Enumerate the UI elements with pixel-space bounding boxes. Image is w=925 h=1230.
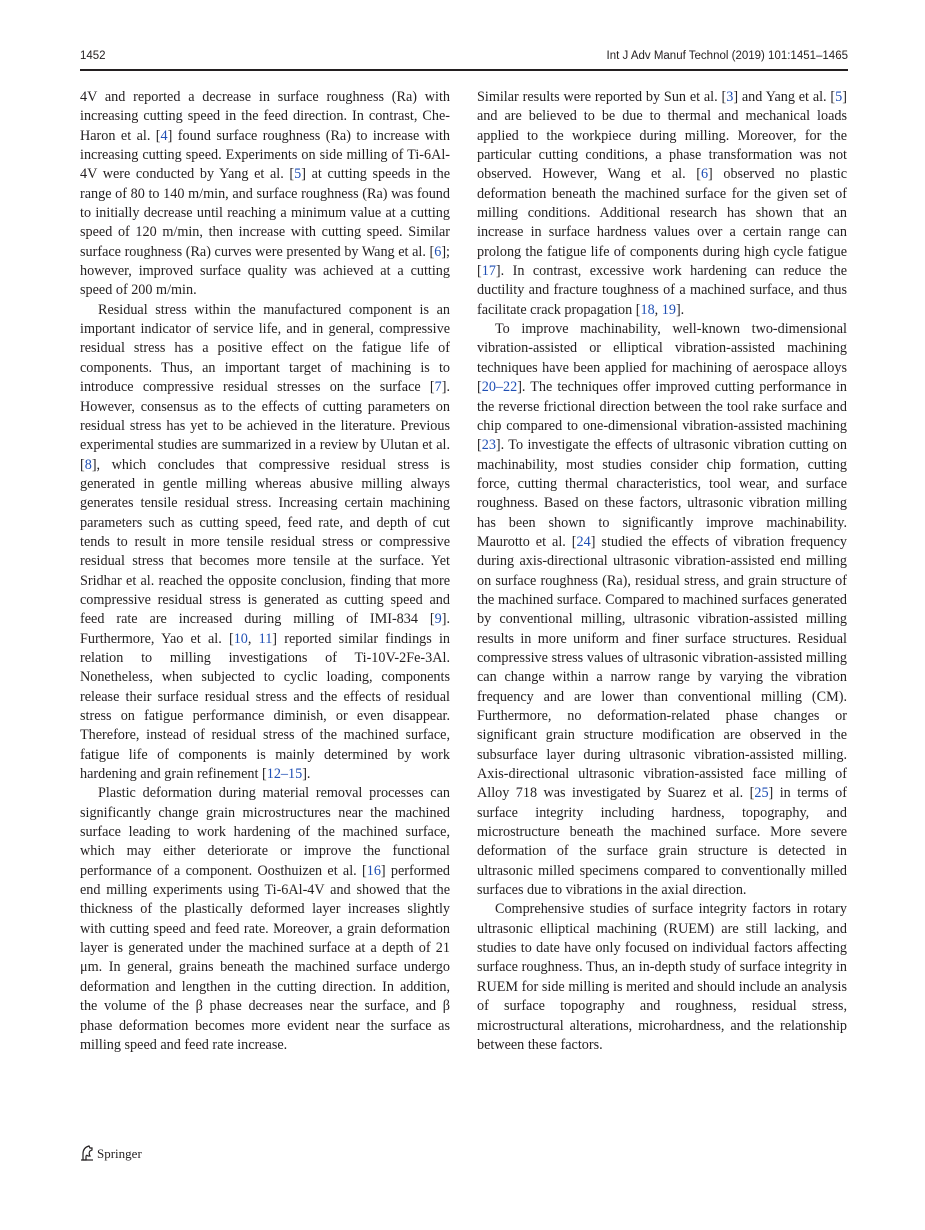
paragraph-text: ] observed no plastic deformation beneath the machined surface for the given set of milling conditions. Additional research has shown that an increase in surface hardness values over a certain range can prolong the fatigue life of components during high cycle fatigue [ (477, 166, 847, 280)
paragraph (477, 900, 847, 1055)
paragraph-text: ] studied the effects of vibration frequency during axis-directional ultrasonic vibration-assisted end milling on surface roughness (Ra), residual stress, and grain structure of the machined surface. Compared to machined surfaces generated by conventional milling, ultrasonic vibration-assisted milling results in more uniform and finer surface structures. Residual compressive stress values of ultrasonic vibration-assisted milling can change within a narrow range by varying the vibration frequency and are lower than conventional milling (CM). Furthermore, no deformation-related phase changes or significant grain structure modification are observed in the subsurface layer during ultrasonic vibration-assisted milling. Axis-directional ultrasonic vibration-assisted face milling of Alloy 718 was investigated by Suarez et al. [ (477, 533, 847, 802)
paragraph-text: , (247, 630, 259, 647)
citation-link[interactable]: 17 (481, 263, 496, 280)
footer (80, 1145, 142, 1163)
paragraph-text: Comprehensive studies of surface integrity factors in rotary ultrasonic elliptical machining (RUEM) are still lacking, and studies to date have only focused on individual factors affecting surface roughness. Thus, an in-depth study of surface integrity in RUEM for side milling is merited and should include an analysis of surface topography and roughness, residual stress, microstructural alterations, microhardness, and the relationship between these factors. (477, 901, 847, 1053)
paragraph-text: ]. Furthermore, Yao et al. [ (80, 611, 450, 647)
citation-link[interactable]: 19 (661, 301, 676, 318)
citation-link[interactable]: 10 (233, 630, 248, 647)
paragraph-text: Similar results were reported by Sun et al. [ (477, 89, 727, 105)
running-header (80, 50, 848, 66)
paragraph-text: ] found surface roughness (Ra) to increase with increasing cutting speed. Experiments on side milling of Ti-6Al-4V were conducted by Yang et al. [ (80, 127, 450, 183)
citation-link[interactable]: 11 (258, 630, 273, 647)
citation-link[interactable]: 20–22 (481, 379, 518, 396)
citation-link[interactable]: 5 (835, 89, 843, 105)
paragraph-text: To improve machinability, well-known two-dimensional vibration-assisted or elliptical vibration-assisted machining techniques have been applied for machining of aerospace alloys [ (477, 321, 847, 396)
citation-link[interactable]: 9 (434, 611, 442, 628)
paragraph-text: ], which concludes that compressive residual stress is generated in gentle milling whereas abusive milling always generates tensile residual stress. Increasing certain machining parameters such as cutting speed, feed rate, and depth of cut tends to result in more tensile residual stress or compressive residual stress that becomes more tensile at the surface. Yet Sridhar et al. reached the opposite conclusion, finding that more compressive residual stress is generated as cutting speed and feed rate are increased during milling of IMI-834 [ (80, 456, 450, 628)
paragraph-text: , (654, 301, 662, 318)
paragraph (477, 320, 847, 900)
citation-link[interactable]: 12–15 (266, 766, 303, 783)
paragraph-text: ]; however, improved surface quality was achieved at a cutting speed of 200 m/min. (80, 243, 450, 299)
paragraph-text: ]. In contrast, excessive work hardening can reduce the ductility and fracture toughness of a machined surface, and thus facilitate crack propagation [ (477, 263, 847, 318)
citation-link[interactable]: 16 (366, 862, 381, 879)
paragraph-text: 4V and reported a decrease in surface roughness (Ra) with increasing cutting speed in the feed direction. In contrast, Che-Haron et al. [ (80, 89, 450, 144)
paragraph (80, 301, 450, 785)
journal-citation: Int J Adv Manuf Technol (2019) 101:1451–1465 (606, 50, 848, 62)
paragraph-text: Residual stress within the manufactured component is an important indicator of service life, and in general, compressive residual stress has a positive effect on the fatigue life of components. Thus, an important target of machining is to introduce compressive residual stresses on the surface [ (80, 301, 450, 396)
paragraph-text: ] reported similar findings in relation to milling investigations of Ti-10V-2Fe-3Al. Nonetheless, when subjected to cyclic loading, components release their surface residual stress and the effects of residual stress on fatigue performance diminish, or even disappear. Therefore, instead of residual stress of the machined surface, fatigue life of components is mainly determined by work hardening and grain refinement [ (80, 630, 451, 783)
paragraph-text: ]. However, consensus as to the effects of cutting parameters on residual stress has yet to be achieved in the literature. Previous experimental studies are summarized in a review by Ulutan et al. [ (80, 379, 450, 473)
paragraph (80, 88, 450, 301)
paragraph-text: ] performed end milling experiments using Ti-6Al-4V and showed that the thickness of the plastically deformed layer increases slightly with cutting speed and feed rate. Moreover, a grain deformation layer is generated under the machined surface at a depth of 21 μm. In general, grains beneath the machined surface undergo deformation and lengthen in the cutting direction. In addition, the volume of the β phase decreases near the surface, and β phase deformation becomes more evident near the surface as milling speed and feed rate increase. (80, 862, 450, 1053)
paragraph-text: ] in terms of surface integrity including hardness, topography, and microstructure beneath the machined surface. More severe deformation of the surface grain structure is detected in ultrasonic milled specimens compared to conventionally milled surfaces due to vibrations in the axial direction. (477, 785, 847, 899)
page-number: 1452 (80, 50, 106, 62)
paragraph-text: ]. (302, 766, 311, 783)
paragraph-text: ]. The techniques offer improved cutting performance in the reverse frictional direction between the tool rake surface and chip compared to one-dimensional vibration-assisted machining [ (477, 379, 847, 454)
paragraph-text: ]. To investigate the effects of ultrasonic vibration cutting on machinability, most studies consider chip formation, cutting force, cutting thermal characteristics, tool wear, and surface roughness. Based on these factors, ultrasonic vibration milling has been shown to significantly improve machinability. Maurotto et al. [ (477, 437, 847, 550)
paragraph-text: ]. (675, 301, 685, 318)
citation-link[interactable]: 25 (754, 785, 769, 802)
paragraph-text: ] and Yang et al. [ (733, 89, 836, 105)
paragraph-text: ] and are believed to be due to thermal and mechanical loads applied to the workpiece during milling. Moreover, for the particular cutting conditions, a phase transformation was not observed. However, Wang et al. [ (477, 89, 847, 183)
right-column (477, 88, 847, 1055)
paragraph (477, 88, 847, 320)
header-rule (80, 69, 848, 71)
citation-link[interactable]: 7 (434, 379, 442, 396)
citation-link[interactable]: 23 (481, 437, 496, 454)
paragraph-text: Plastic deformation during material removal processes can significantly change grain microstructures near the machined surface leading to work hardening of the machined surface, which may either deteriorate or improve the functional performance of a component. Oosthuizen et al. [ (80, 785, 450, 879)
citation-link[interactable]: 5 (294, 166, 302, 183)
citation-link[interactable]: 6 (700, 166, 709, 183)
citation-link[interactable]: 24 (576, 533, 591, 550)
publisher-name: Springer (97, 1146, 142, 1161)
left-column (80, 88, 450, 1055)
citation-link[interactable]: 18 (640, 301, 655, 318)
citation-link[interactable]: 6 (434, 243, 442, 260)
paragraph-text: ] at cutting speeds in the range of 80 to 140 m/min, and surface roughness (Ra) was found to initially decrease until reaching a minimum value at a cutting speed of 120 m/min, then increase with cutting speed. Similar surface roughness (Ra) curves were presented by Wang et al. [ (80, 166, 451, 260)
springer-horse-icon (80, 1145, 94, 1165)
citation-link[interactable]: 3 (726, 89, 734, 105)
citation-link[interactable]: 8 (84, 456, 92, 473)
citation-link[interactable]: 4 (160, 127, 168, 144)
paragraph (80, 784, 450, 1055)
